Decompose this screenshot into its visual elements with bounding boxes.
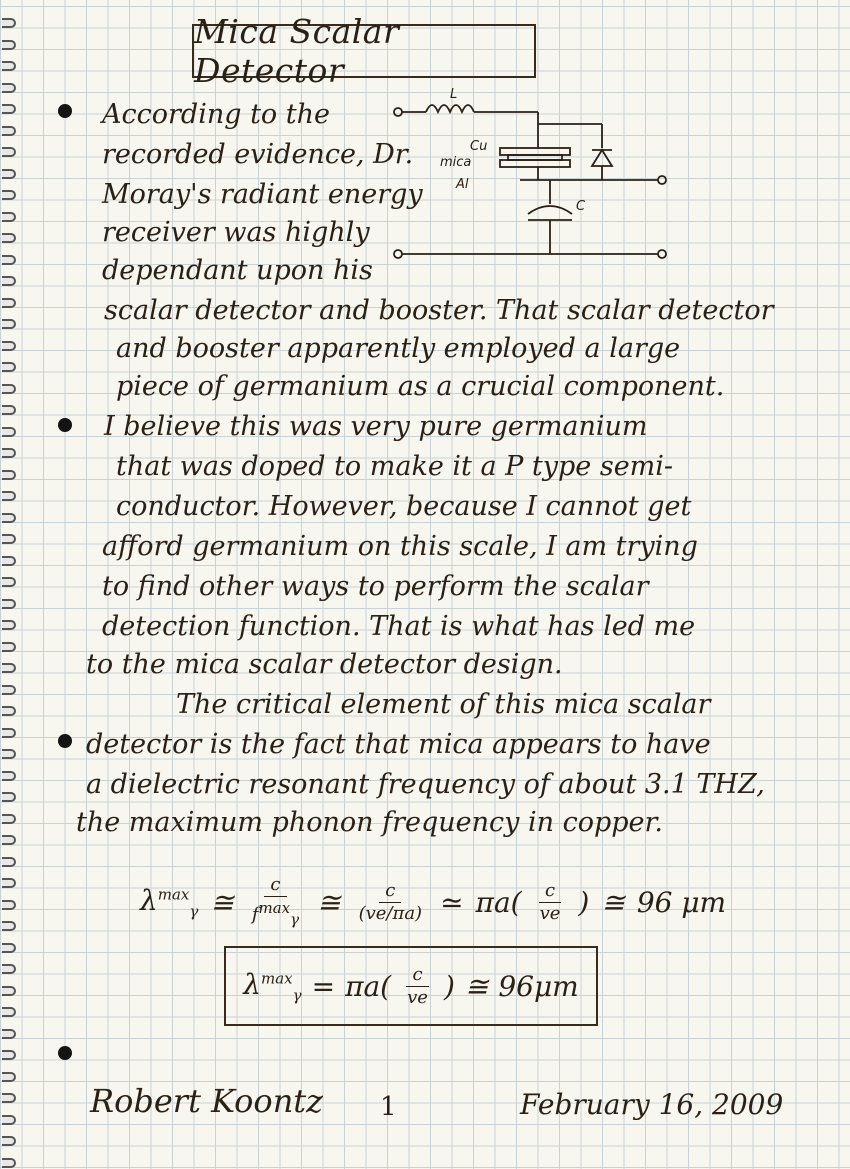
text-line: detector is the fact that mica appears to have [86, 729, 711, 760]
spiral-coil [2, 1050, 16, 1060]
text-line: the maximum phonon frequency in copper. [76, 807, 664, 838]
eq2-fraction: $\frac{c}{ve}$ [407, 963, 428, 1008]
wavelength-derivation [140, 862, 780, 942]
spiral-coil [2, 728, 16, 738]
output-terminal-top [658, 176, 666, 184]
spiral-coil [2, 212, 16, 222]
text-line: recorded evidence, Dr. [102, 139, 414, 170]
spiral-coil [2, 233, 16, 243]
mica-label: mica [440, 155, 472, 170]
text-line: piece of germanium as a crucial component. [116, 371, 725, 402]
eq1-approx-2: ≅ [317, 885, 341, 919]
spiral-coil [2, 61, 16, 71]
spiral-coil [2, 470, 16, 480]
spiral-coil [2, 104, 16, 114]
spiral-coil [2, 814, 16, 824]
aluminum-label: Al [456, 177, 469, 192]
eq1-fraction-3: $\frac{c}{ve}$ [539, 879, 561, 924]
eq1-fraction-1: $\frac{c}{f^{max}_\gamma}$ [251, 873, 300, 929]
inductor-coil [426, 105, 474, 112]
spiral-coil [2, 1029, 16, 1039]
text-line: conductor. However, because I cannot get [116, 491, 692, 522]
spiral-coil [2, 620, 16, 630]
eq1-fraction-2: $\frac{c}{(ve/\pi a)}$ [358, 879, 423, 924]
spiral-coil [2, 384, 16, 394]
author-signature: Robert Koontz [90, 1082, 324, 1120]
spiral-coil [2, 1115, 16, 1125]
inductor-label: L [450, 87, 458, 102]
spiral-coil [2, 964, 16, 974]
spiral-coil [2, 405, 16, 415]
page-title-text: Mica Scalar Detector [194, 12, 400, 90]
spiral-coil [2, 986, 16, 996]
diode-symbol [592, 150, 612, 166]
spiral-coil [2, 1093, 16, 1103]
text-line: I believe this was very pure germanium [104, 411, 648, 442]
spiral-coil [2, 835, 16, 845]
spiral-coil [2, 857, 16, 867]
eq1-close: ) [578, 885, 590, 919]
spiral-binding [0, 0, 26, 1169]
copper-plate [500, 148, 570, 155]
output-terminal-bottom [658, 250, 666, 258]
spiral-coil [2, 943, 16, 953]
text-line: detection function. That is what has led me [102, 611, 696, 642]
spiral-coil [2, 792, 16, 802]
eq2-approx: ≅ [464, 969, 489, 1003]
text-line: The critical element of this mica scalar [176, 689, 711, 720]
input-terminal-bottom [394, 250, 402, 258]
eq1-result: 96 μm [636, 885, 727, 919]
spiral-coil [2, 1136, 16, 1146]
text-line: afford germanium on this scale, I am trying [102, 531, 698, 562]
copper-label: Cu [470, 139, 488, 154]
eq1-lambda: $\lambda^{max}_\gamma$ [140, 883, 199, 921]
spiral-coil [2, 878, 16, 888]
eq1-approx-3: ≅ [601, 885, 625, 919]
spiral-coil [2, 921, 16, 931]
spiral-coil [2, 1072, 16, 1082]
spiral-coil [2, 771, 16, 781]
punch-hole [58, 1046, 72, 1060]
spiral-coil [2, 341, 16, 351]
spiral-coil [2, 577, 16, 587]
spiral-coil [2, 749, 16, 759]
spiral-coil [2, 319, 16, 329]
text-line: receiver was highly [102, 217, 370, 248]
spiral-coil [2, 491, 16, 501]
text-line: Moray's radiant energy [102, 179, 423, 210]
aluminum-plate [500, 160, 570, 167]
spiral-coil [2, 147, 16, 157]
spiral-coil [2, 642, 16, 652]
eq1-sim: ≃ [440, 885, 464, 919]
spiral-coil [2, 83, 16, 93]
text-line: to find other ways to perform the scalar [102, 571, 649, 602]
eq1-approx: ≅ [210, 885, 234, 919]
capacitor-plate-curved [528, 206, 572, 214]
spiral-coil [2, 276, 16, 286]
spiral-coil [2, 18, 16, 28]
eq2-term: πa( [345, 969, 392, 1003]
spiral-coil [2, 1158, 16, 1168]
capacitor-label: C [576, 199, 586, 214]
text-line: a dielectric resonant frequency of about 3.1 THZ, [86, 769, 765, 800]
spiral-coil [2, 362, 16, 372]
spiral-coil [2, 534, 16, 544]
spiral-coil [2, 190, 16, 200]
text-line: to the mica scalar detector design. [86, 649, 563, 680]
spiral-coil [2, 706, 16, 716]
eq2-close: ) [443, 969, 455, 1003]
spiral-coil [2, 255, 16, 265]
eq1-term: πa( [475, 885, 522, 919]
text-line: and booster apparently employed a large [116, 333, 681, 364]
text-line: that was doped to make it a P type semi- [116, 451, 674, 482]
date: February 16, 2009 [520, 1088, 784, 1121]
input-terminal-top [394, 108, 402, 116]
punch-hole [58, 418, 72, 432]
text-line: scalar detector and booster. That scalar detector [104, 295, 774, 326]
spiral-coil [2, 663, 16, 673]
spiral-coil [2, 599, 16, 609]
spiral-coil [2, 900, 16, 910]
text-line: dependant upon his [102, 255, 373, 286]
page-number: 1 [380, 1092, 397, 1122]
text-line: According to the [102, 99, 330, 130]
spiral-coil [2, 513, 16, 523]
spiral-coil [2, 169, 16, 179]
wavelength-result-box [224, 946, 598, 1026]
page-title [192, 12, 536, 90]
eq2-result: 96μm [498, 969, 579, 1003]
punch-hole [58, 734, 72, 748]
spiral-coil [2, 1007, 16, 1017]
spiral-coil [2, 427, 16, 437]
spiral-coil [2, 685, 16, 695]
spiral-coil [2, 40, 16, 50]
punch-hole [58, 104, 72, 118]
spiral-coil [2, 298, 16, 308]
eq2-lambda: $\lambda^{max}_\gamma$ [243, 967, 302, 1005]
spiral-coil [2, 556, 16, 566]
eq2-equals: = [311, 969, 336, 1003]
circuit-diagram [390, 86, 680, 266]
spiral-coil [2, 448, 16, 458]
spiral-coil [2, 126, 16, 136]
